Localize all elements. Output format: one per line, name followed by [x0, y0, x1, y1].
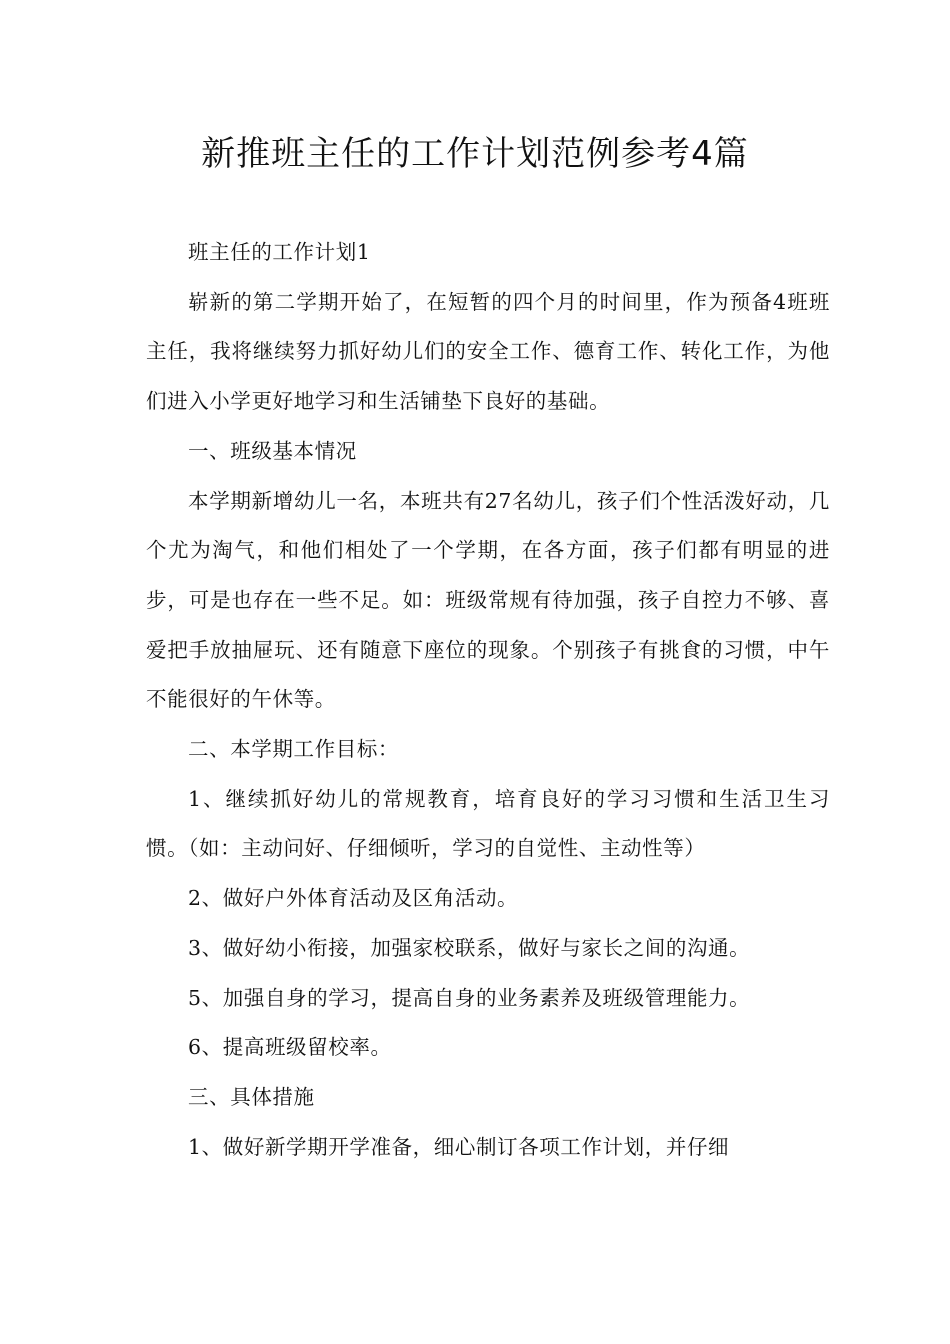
document-title: 新推班主任的工作计划范例参考4篇 [201, 134, 749, 174]
goal-item-2: 2、做好户外体育活动及区角活动。 [188, 886, 519, 911]
section-heading-class-situation: 一、班级基本情况 [188, 438, 357, 463]
goal-item-1: 1、继续抓好幼儿的常规教育，培育良好的学习习惯和生活卫生习惯。（如：主动问好、仔细倾听，学习的自觉性、主动性等） [146, 786, 830, 861]
goal-item-5: 5、加强自身的学习，提高自身的业务素养及班级管理能力。 [188, 985, 751, 1010]
section-heading-plan-1: 班主任的工作计划1 [188, 240, 371, 264]
goal-item-3: 3、做好幼小衔接，加强家校联系，做好与家长之间的沟通。 [188, 935, 751, 960]
section-heading-goals: 二、本学期工作目标： [188, 737, 400, 762]
intro-paragraph: 崭新的第二学期开始了，在短暂的四个月的时间里，作为预备4班班主任，我将继续努力抓好幼儿们的安全工作、德育工作、转化工作，为他们进入小学更好地学习和生活铺垫下良好的基础。 [146, 289, 830, 414]
document-body [146, 228, 830, 1172]
goal-item-6: 6、提高班级留校率。 [188, 1035, 392, 1060]
measure-item-1: 1、做好新学期开学准备，细心制订各项工作计划，并仔细 [188, 1134, 730, 1159]
class-situation-paragraph: 本学期新增幼儿一名，本班共有27名幼儿，孩子们个性活泼好动，几个尤为淘气，和他们相处了一个学期，在各方面，孩子们都有明显的进步，可是也存在一些不足。如：班级常规有待加强，孩子自控力不够、喜爱把手放抽屉玩、还有随意下座位的现象。个别孩子有挑食的习惯，中午不能很好的午休等。 [146, 488, 830, 712]
section-heading-measures: 三、具体措施 [188, 1084, 315, 1109]
